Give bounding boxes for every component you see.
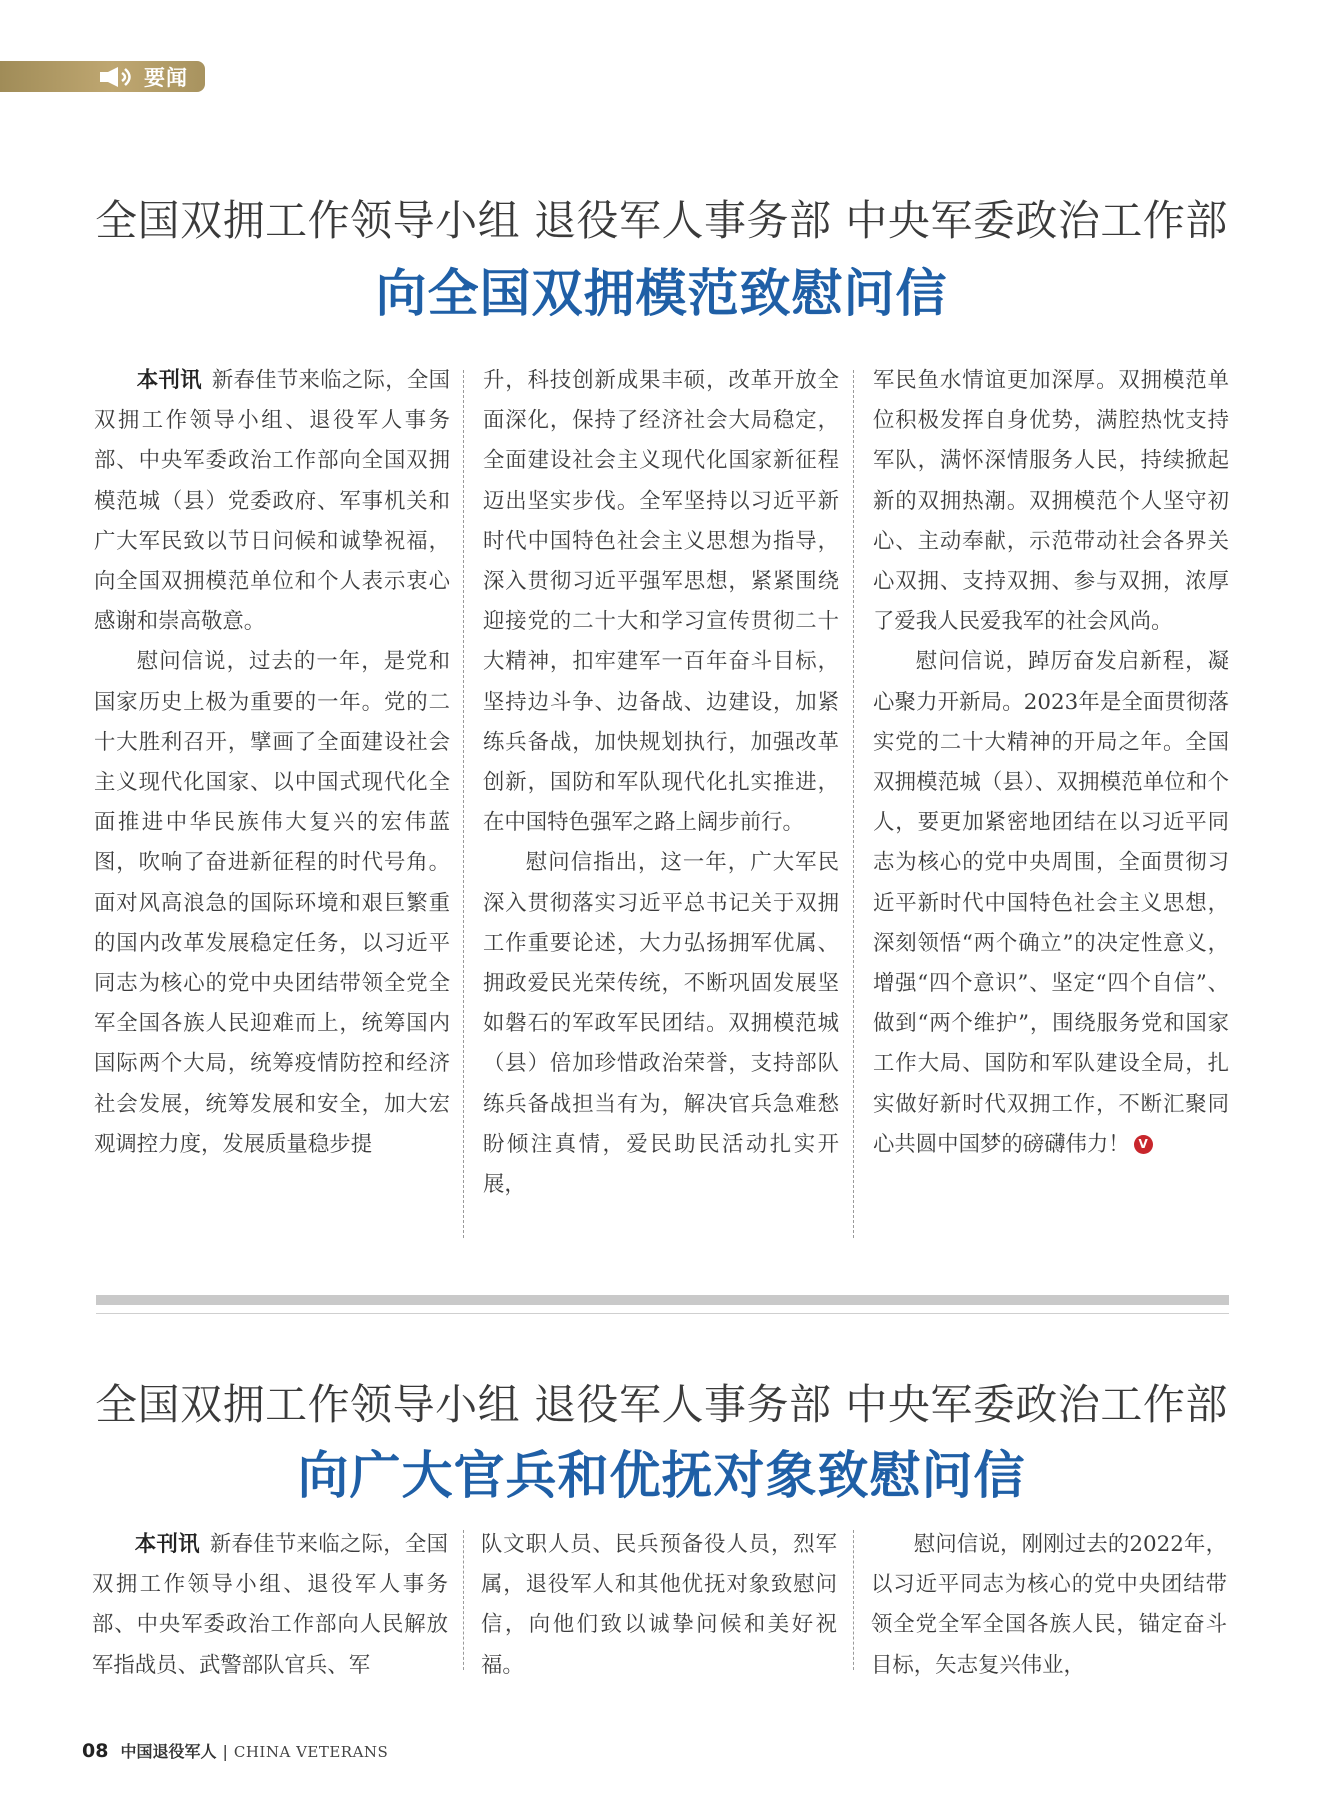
article1-col1-p1: 新春佳节来临之际，全国双拥工作领导小组、退役军人事务部、中央军委政治工作部向全国双拥模范城（县）党委政府、军事机关和广大军民致以节日问候和诚挚祝福，向全国双拥模范单位和个人表示衷心感谢和崇高敬意。 xyxy=(94,368,450,635)
article2-kicker-wrap xyxy=(0,1372,1323,1432)
magazine-name: 中国退役军人 xyxy=(120,1742,217,1761)
article1-kicker-wrap xyxy=(0,188,1323,248)
article2-column-1 xyxy=(92,1525,448,1686)
article2-title: 向广大官兵和优抚对象致慰问信 xyxy=(297,1447,1026,1506)
end-mark-icon: V xyxy=(1134,1135,1153,1154)
article1-column-1 xyxy=(94,361,450,1165)
article2-column-2 xyxy=(481,1525,837,1686)
article1-lead: 本刊讯 xyxy=(136,368,202,393)
article2-col2-p1: 队文职人员、民兵预备役人员，烈军属，退役军人和其他优抚对象致慰问信，向他们致以诚挚问候和美好祝福。 xyxy=(481,1532,837,1678)
column-divider xyxy=(853,370,854,1238)
article1-kicker: 全国双拥工作领导小组 退役军人事务部 中央军委政治工作部 xyxy=(95,196,1228,245)
speaker-icon xyxy=(98,66,136,88)
article2-col3-p1: 慰问信说，刚刚过去的2022年，以习近平同志为核心的党中央团结带领全党全军全国各族人民，锚定奋斗目标，矢志复兴伟业， xyxy=(871,1532,1227,1678)
article1-column-2 xyxy=(483,361,839,1205)
article2-title-wrap xyxy=(0,1434,1323,1508)
section-divider-thin xyxy=(96,1313,1229,1314)
article1-col1-p2: 慰问信说，过去的一年，是党和国家历史上极为重要的一年。党的二十大胜利召开，擘画了全面建设社会主义现代化国家、以中国式现代化全面推进中华民族伟大复兴的宏伟蓝图，吹响了奋进新征程的时代号角。面对风高浪急的国际环境和艰巨繁重的国内改革发展稳定任务，以习近平同志为核心的党中央团结带领全党全军全国各族人民迎难而上，统筹国内国际两个大局，统筹疫情防控和经济社会发展，统筹发展和安全，加大宏观调控力度，发展质量稳步提 xyxy=(94,649,450,1157)
magazine-name-en: CHINA VETERANS xyxy=(233,1743,389,1761)
article1-col3-p2: 慰问信说，踔厉奋发启新程，凝心聚力开新局。2023年是全面贯彻落实党的二十大精神的开局之年。全国双拥模范城（县）、双拥模范单位和个人，要更加紧密地团结在以习近平同志为核心的党中央周围，全面贯彻习近平新时代中国特色社会主义思想，深刻领悟“两个确立”的决定性意义，增强“四个意识”、坚定“四个自信”、做到“两个维护”，围绕服务党和国家工作大局、国防和军队建设全局，扎实做好新时代双拥工作，不断汇聚同心共圆中国梦的磅礴伟力！ xyxy=(873,649,1229,1157)
section-label: 要闻 xyxy=(144,65,188,90)
page-footer xyxy=(82,1739,388,1762)
section-divider xyxy=(96,1295,1229,1305)
article2-col1-p1: 新春佳节来临之际，全国双拥工作领导小组、退役军人事务部、中央军委政治工作部向人民解放军指战员、武警部队官兵、军 xyxy=(92,1532,448,1678)
article2-column-3 xyxy=(871,1525,1227,1686)
column-divider xyxy=(853,1530,854,1670)
article1-col3-p1: 军民鱼水情谊更加深厚。双拥模范单位积极发挥自身优势，满腔热忱支持军队，满怀深情服务人民，持续掀起新的双拥热潮。双拥模范个人坚守初心、主动奉献，示范带动社会各界关心双拥、支持双拥、参与双拥，浓厚了爱我人民爱我军的社会风尚。 xyxy=(873,368,1229,635)
article1-column-3 xyxy=(873,361,1229,1165)
article2-lead: 本刊讯 xyxy=(134,1532,200,1557)
article1-col2-p2: 慰问信指出，这一年，广大军民深入贯彻落实习近平总书记关于双拥工作重要论述，大力弘扬拥军优属、拥政爱民光荣传统，不断巩固发展坚如磐石的军政军民团结。双拥模范城（县）倍加珍惜政治荣誉，支持部队练兵备战担当有为，解决官兵急难愁盼倾注真情，爱民助民活动扎实开展， xyxy=(483,850,839,1198)
article2-kicker: 全国双拥工作领导小组 退役军人事务部 中央军委政治工作部 xyxy=(95,1380,1228,1429)
article1-title-wrap xyxy=(0,252,1323,326)
article1-title: 向全国双拥模范致慰问信 xyxy=(375,265,948,324)
section-tab xyxy=(0,61,205,92)
column-divider xyxy=(463,1530,464,1670)
article1-col2-p1: 升，科技创新成果丰硕，改革开放全面深化，保持了经济社会大局稳定，全面建设社会主义现代化国家新征程迈出坚实步伐。全军坚持以习近平新时代中国特色社会主义思想为指导，深入贯彻习近平强军思想，紧紧围绕迎接党的二十大和学习宣传贯彻二十大精神，扣牢建军一百年奋斗目标，坚持边斗争、边备战、边建设，加紧练兵备战，加快规划执行，加强改革创新，国防和军队现代化扎实推进，在中国特色强军之路上阔步前行。 xyxy=(483,368,839,836)
column-divider xyxy=(463,370,464,1238)
page-number: 08 xyxy=(82,1740,109,1762)
footer-separator: | xyxy=(222,1742,228,1761)
